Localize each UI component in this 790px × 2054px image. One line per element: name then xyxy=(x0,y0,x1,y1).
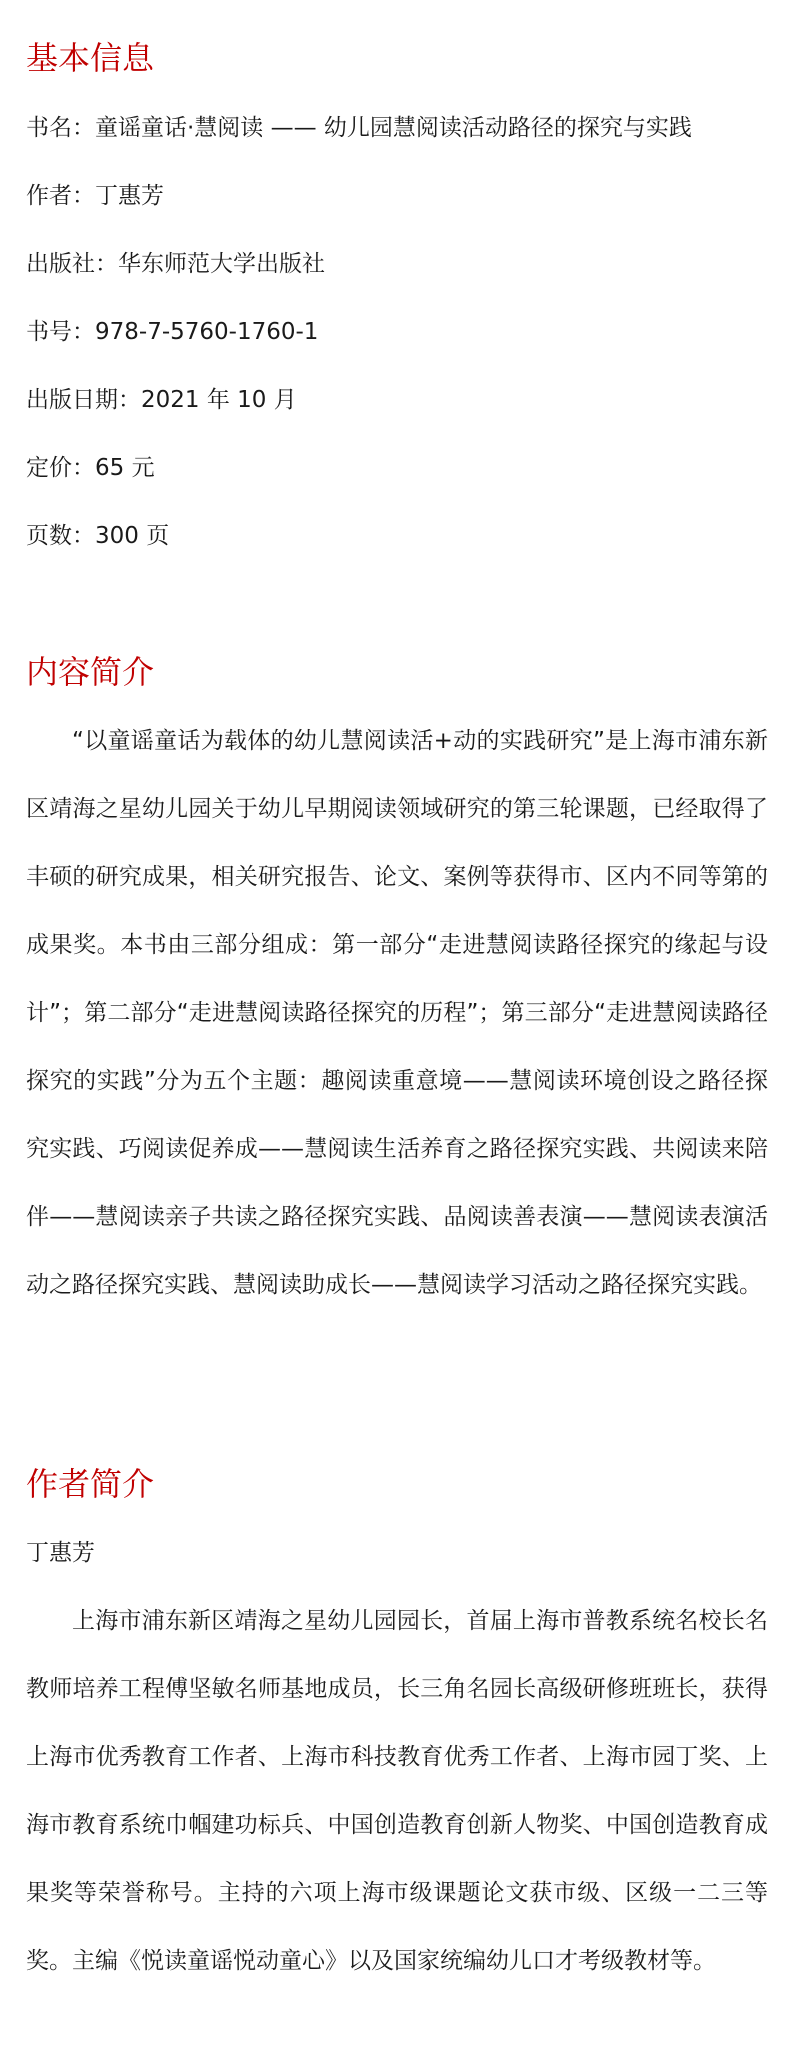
price-line: 定价：65 元 xyxy=(26,455,155,481)
content-intro-paragraph: “以童谣童话为载体的幼儿慧阅读活+动的实践研究”是上海市浦东新区靖海之星幼儿园关于幼儿早期阅读领域研究的第三轮课题，已经取得了丰硕的研究成果，相关研究报告、论文、案例等获得市、区内不同等第的成果奖。本书由三部分组成：第一部分“走进慧阅读路径探究的缘起与设计”；第二部分“走进慧阅读路径探究的历程”；第三部分“走进慧阅读路径探究的实践”分为五个主题：趣阅读重意境——慧阅读环境创设之路径探究实践、巧阅读促养成——慧阅读生活养育之路径探究实践、共阅读来陪伴——慧阅读亲子共读之路径探究实践、品阅读善表演——慧阅读表演活动之路径探究实践、慧阅读助成长——慧阅读学习活动之路径探究实践。 xyxy=(26,728,768,1298)
author-intro-heading: 作者简介 xyxy=(26,1465,155,1503)
author-intro-paragraph: 上海市浦东新区靖海之星幼儿园园长，首届上海市普教系统名校长名教师培养工程傅坚敏名师基地成员，长三角名园长高级研修班班长，获得上海市优秀教育工作者、上海市科技教育优秀工作者、上海市园丁奖、上海市教育系统巾帼建功标兵、中国创造教育创新人物奖、中国创造教育成果奖等荣誉称号。主持的六项上海市级课题论文获市级、区级一二三等奖。主编《悦读童谣悦动童心》以及国家统编幼儿口才考级教材等。 xyxy=(26,1608,768,1974)
publisher-line: 出版社：华东师范大学出版社 xyxy=(26,251,325,277)
content-intro-heading: 内容简介 xyxy=(26,653,155,691)
author-line: 作者：丁惠芳 xyxy=(26,183,164,209)
book-name-line: 书名：童谣童话·慧阅读 —— 幼儿园慧阅读活动路径的探究与实践 xyxy=(26,115,692,141)
isbn-line: 书号：978-7-5760-1760-1 xyxy=(26,319,319,345)
basic-info-heading: 基本信息 xyxy=(26,39,155,77)
publish-date-line: 出版日期：2021 年 10 月 xyxy=(26,387,297,413)
pages-line: 页数：300 页 xyxy=(26,523,170,549)
author-name: 丁惠芳 xyxy=(26,1540,95,1566)
